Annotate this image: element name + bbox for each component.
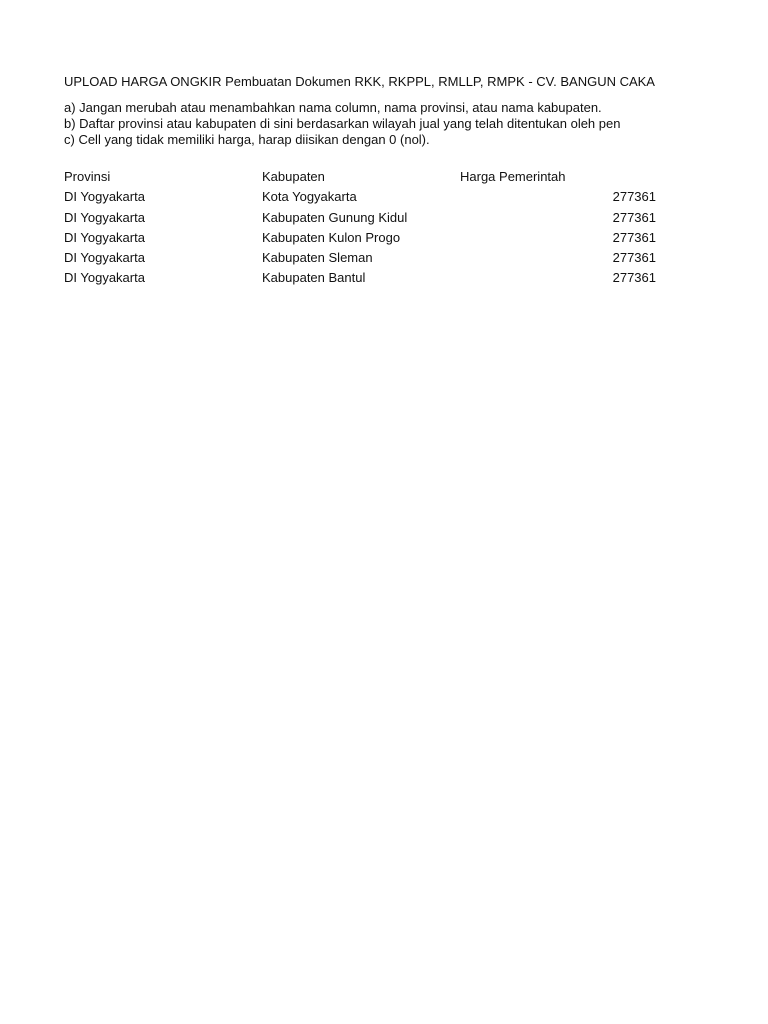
note-c: c) Cell yang tidak memiliki harga, harap diisikan dengan 0 (nol). — [64, 132, 430, 147]
table-row — [64, 187, 658, 207]
note-a: a) Jangan merubah atau menambahkan nama column, nama provinsi, atau nama kabupaten. — [64, 100, 602, 115]
cell-harga: 277361 — [612, 209, 656, 225]
cell-kabupaten: Kabupaten Kulon Progo — [262, 229, 401, 245]
cell-provinsi: DI Yogyakarta — [64, 189, 145, 205]
cell-provinsi: DI Yogyakarta — [64, 270, 145, 286]
cell-kabupaten: Kabupaten Gunung Kidul — [262, 209, 408, 225]
header-harga-pemerintah: Harga Pemerintah — [460, 169, 566, 184]
cell-provinsi: DI Yogyakarta — [64, 229, 145, 245]
table-header-row — [64, 167, 658, 187]
header-kabupaten: Kabupaten — [262, 169, 325, 184]
cell-kabupaten: Kabupaten Bantul — [262, 270, 366, 286]
cell-harga: 277361 — [612, 250, 656, 266]
price-table — [64, 167, 658, 289]
cell-harga: 277361 — [612, 229, 656, 245]
table-row — [64, 248, 658, 268]
document-title: UPLOAD HARGA ONGKIR Pembuatan Dokumen RKK, RKPPL, RMLLP, RMPK - CV. BANGUN CAKA — [64, 74, 655, 89]
table-row — [64, 208, 658, 228]
cell-harga: 277361 — [612, 189, 656, 205]
table-row — [64, 268, 658, 288]
spreadsheet-page — [64, 73, 658, 289]
cell-provinsi: DI Yogyakarta — [64, 209, 145, 225]
cell-kabupaten: Kota Yogyakarta — [262, 189, 357, 205]
cell-provinsi: DI Yogyakarta — [64, 250, 145, 266]
instruction-notes — [64, 100, 658, 148]
header-provinsi: Provinsi — [64, 169, 111, 184]
cell-harga: 277361 — [612, 270, 656, 286]
cell-kabupaten: Kabupaten Sleman — [262, 250, 373, 266]
table-row — [64, 228, 658, 248]
note-b: b) Daftar provinsi atau kabupaten di sini berdasarkan wilayah jual yang telah ditentukan oleh pen — [64, 116, 621, 131]
